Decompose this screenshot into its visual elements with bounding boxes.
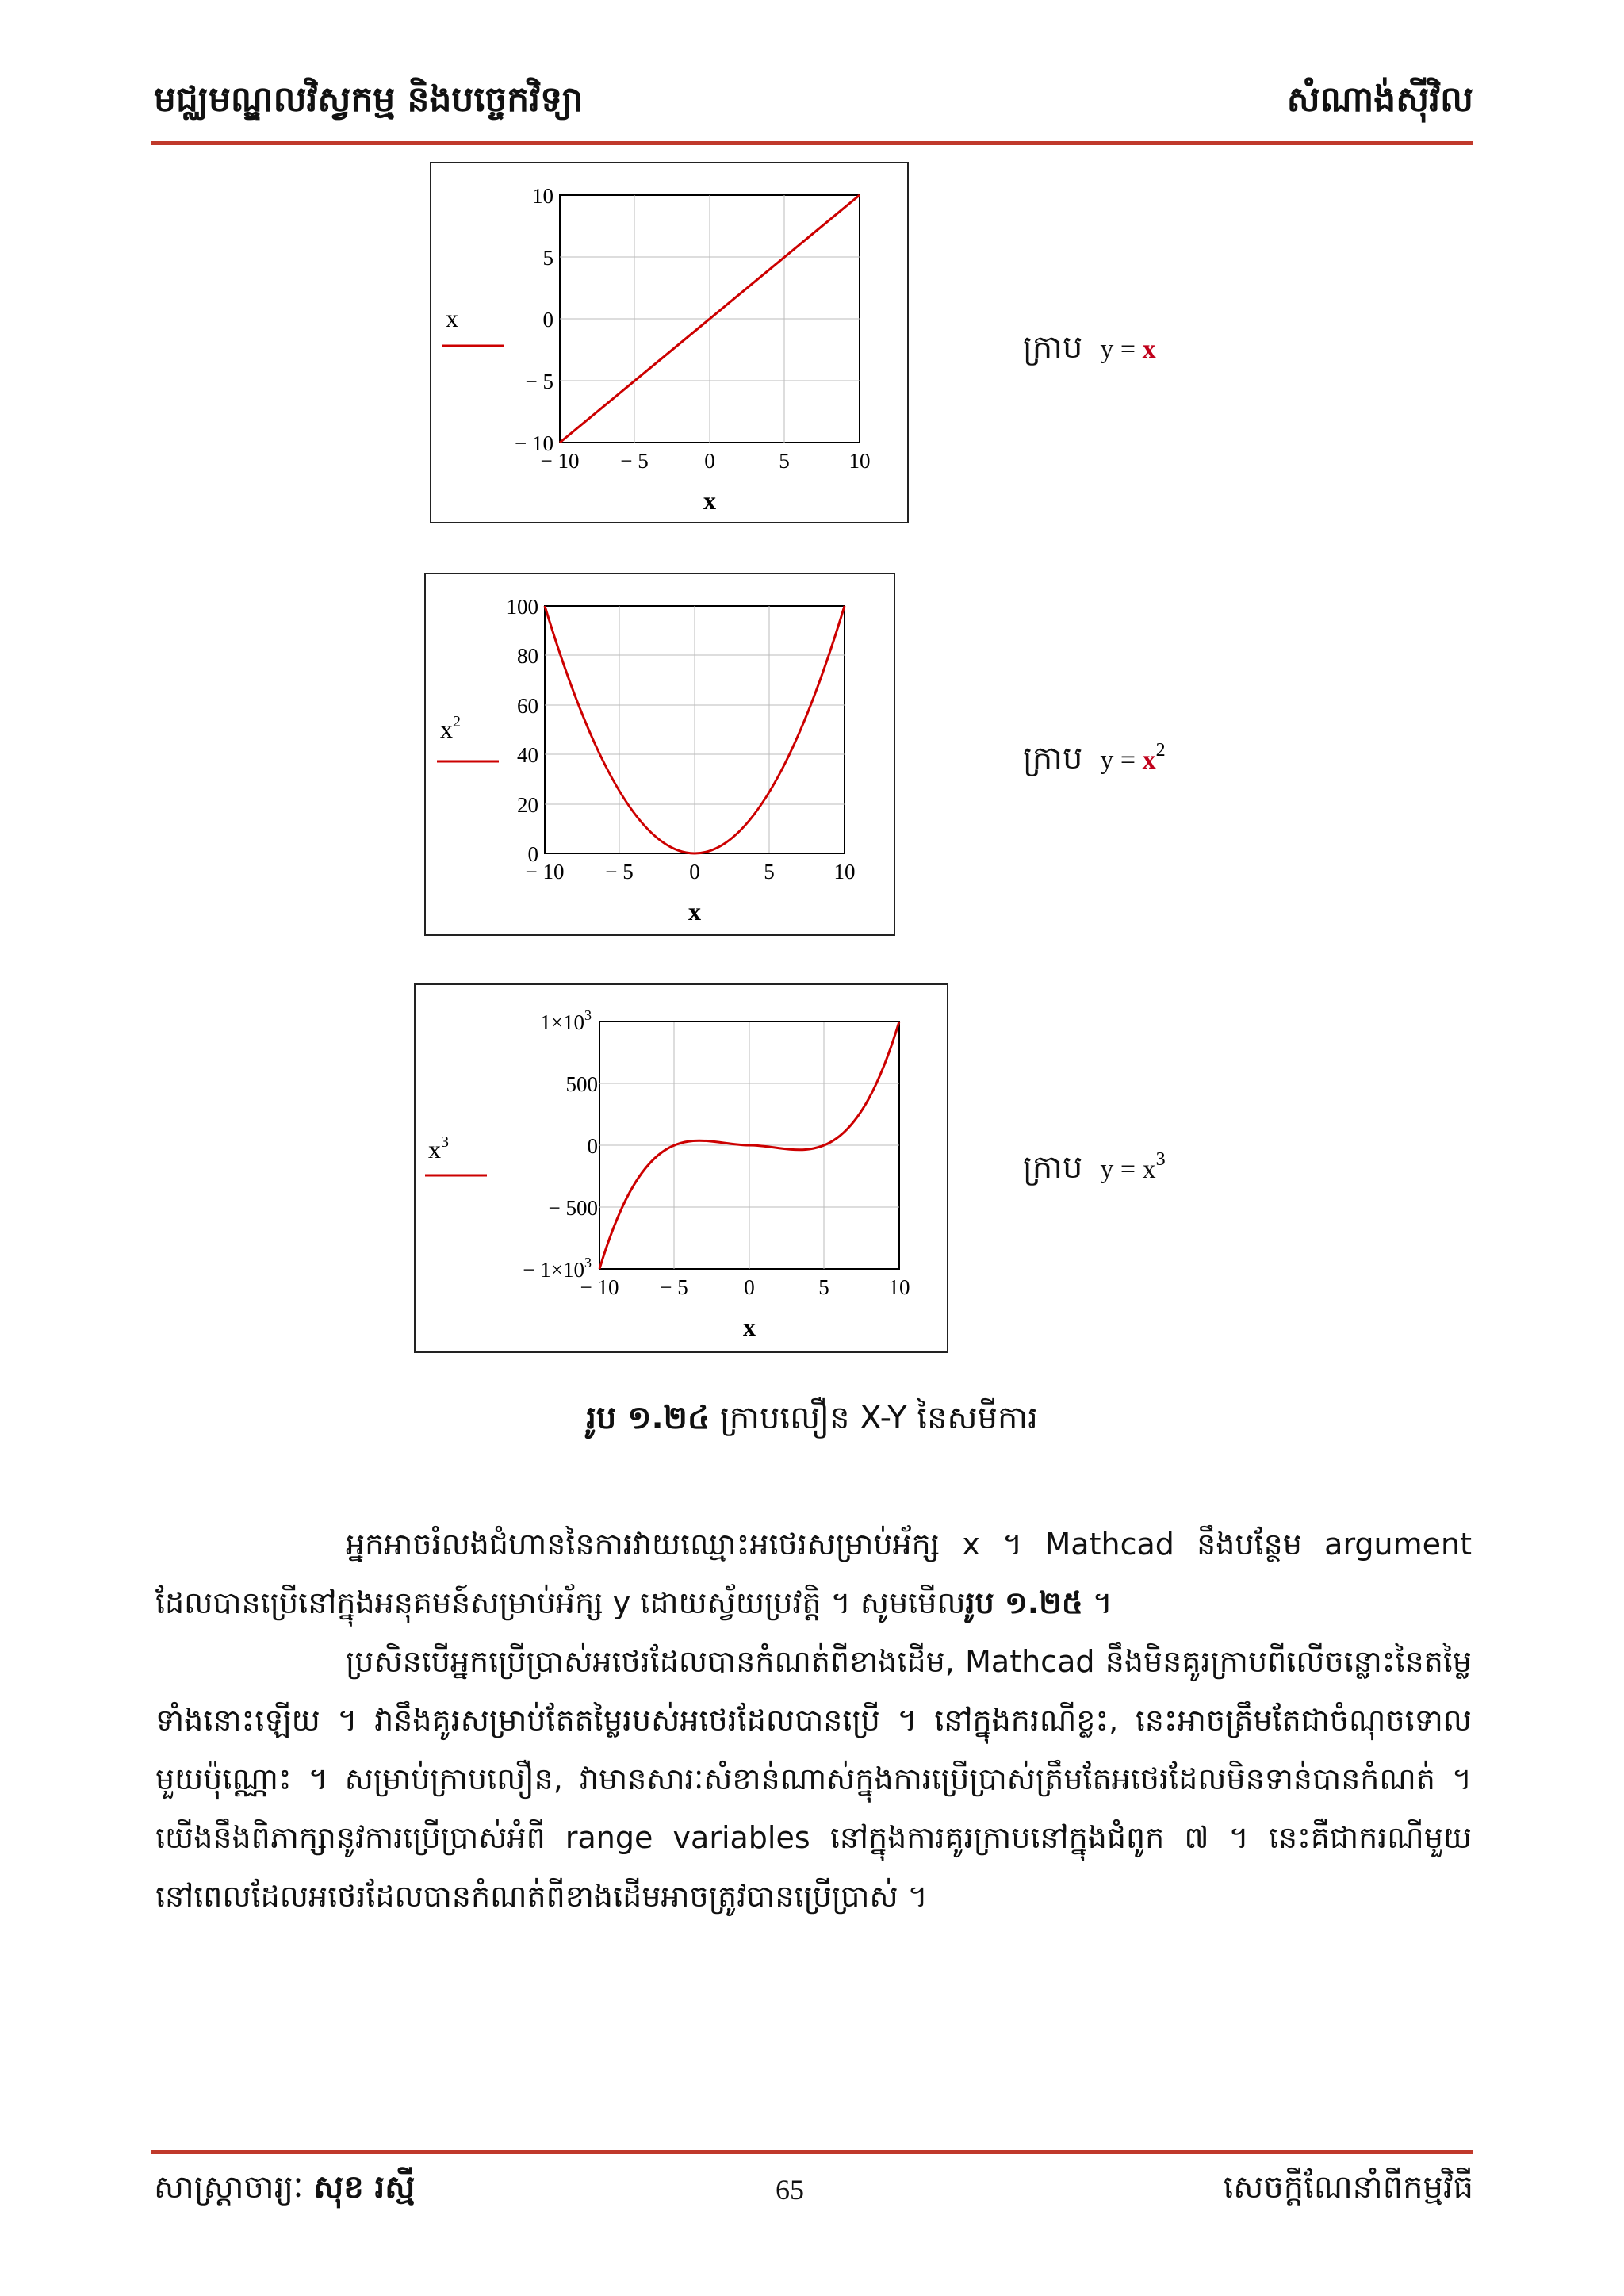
y-tick-label: 80 xyxy=(517,644,538,668)
x-axis-label: x xyxy=(688,897,701,926)
y-tick-label: 0 xyxy=(587,1134,598,1158)
y-tick-labels xyxy=(523,1007,598,1282)
y-tick-label: 0 xyxy=(527,842,538,866)
y-tick-label: 10 xyxy=(532,184,553,208)
x-tick-label: − 10 xyxy=(525,860,565,884)
y-tick-label: 5 xyxy=(542,246,553,270)
x-axis-label: x xyxy=(703,486,716,515)
graph-quadratic-frame xyxy=(424,573,895,936)
paragraph-1: អ្នកអាចរំលងជំហាននៃការវាយឈ្មោះអថេរសម្រាប់អ័ក្ស x ។ Mathcad នឹងបន្ថែម argument ដែលបានប្រើនៅក្នុងអនុគមន៍សម្រាប់អ័ក្ស y ដោយស្វ័យប្រវត្តិ ។ សូមមើលរូប ១.២៥ ។ xyxy=(155,1527,1472,1620)
footer-author: សាស្ត្រាចារ្យៈ សុខ រស្មី xyxy=(154,2169,416,2206)
graph-linear-caption: ក្រាប y = x xyxy=(1023,329,1156,366)
y-tick-label: 60 xyxy=(517,694,538,718)
y-tick-label: 0 xyxy=(542,308,553,332)
graph-cubic-frame xyxy=(414,983,948,1353)
legend-label: $x^3$ xyxy=(428,1133,449,1163)
figure-reference: រូប ១.២៥ xyxy=(965,1585,1083,1620)
y-tick-labels xyxy=(507,595,539,866)
x-axis-label: x xyxy=(743,1313,756,1341)
x-tick-label: − 10 xyxy=(540,449,580,473)
y-tick-label: 20 xyxy=(517,793,538,817)
y-tick-label: − $1\times 10^3$ xyxy=(523,1255,592,1282)
x-tick-label: 0 xyxy=(704,449,715,473)
x-tick-label: − 5 xyxy=(620,449,649,473)
header-divider xyxy=(151,141,1473,145)
footer-title: សេចក្តីណែនាំពីកម្មវិធី xyxy=(1223,2169,1473,2206)
paragraph-2: ប្រសិនបើអ្នកប្រើប្រាស់អថេរដែលបានកំណត់ពីខាងដើម, Mathcad នឹងមិនគូរក្រាបពីលើចន្លោះនៃតម្លៃទាំងនោះឡើយ ។ វានឹងគូរសម្រាប់តែតម្លៃរបស់អថេរដែលបានប្រើ ។ នៅក្នុងករណីខ្លះ, នេះអាចត្រឹមតែជាចំណុចទោលមួយប៉ុណ្ណោះ ។ សម្រាប់ក្រាបលឿន, វាមានសារៈសំខាន់ណាស់ក្នុងការប្រើប្រាស់ត្រឹមតែអថេរដែលមិនទាន់បានកំណត់ ។ យើងនឹងពិភាក្សានូវការប្រើប្រាស់អំពី range variables នៅក្នុងការគូរក្រាបនៅក្នុងជំពូក ៧ ។ នេះគឺជាករណីមួយ នៅពេលដែលអថេរដែលបានកំណត់ពីខាងដើមអាចត្រូវបានប្រើប្រាស់ ។ xyxy=(155,1644,1472,1914)
author-name: សុខ រស្មី xyxy=(313,2169,416,2206)
x-tick-label: − 5 xyxy=(660,1275,688,1299)
y-tick-label: 500 xyxy=(565,1072,598,1096)
header-title-right: សំណាង់ស៊ីវិល xyxy=(1286,79,1473,120)
x-tick-labels xyxy=(526,860,856,884)
y-tick-label: 40 xyxy=(517,743,538,767)
x-tick-label: 5 xyxy=(764,860,775,884)
x-tick-labels xyxy=(541,449,871,473)
figure-caption xyxy=(0,1397,1624,1444)
graph-quadratic xyxy=(426,574,894,934)
header-title-left: មជ្ឈមណ្ឌលវិស្វកម្ម និងបច្ចេកវិទ្យា xyxy=(154,79,584,120)
x-tick-label: 10 xyxy=(833,860,856,884)
x-tick-labels xyxy=(580,1275,910,1299)
x-tick-label: − 5 xyxy=(605,860,634,884)
graph-quadratic-caption: ក្រាប $y = x^2$ xyxy=(1023,739,1166,776)
graph-cubic xyxy=(416,985,947,1351)
y-tick-label: − 500 xyxy=(548,1196,598,1220)
y-tick-label: 100 xyxy=(506,595,538,619)
figure-caption-text: ក្រាបលឿន X-Y នៃសមីការ xyxy=(710,1400,1038,1436)
y-tick-label: − 5 xyxy=(525,370,553,393)
graph-linear xyxy=(431,163,907,522)
x-tick-label: 0 xyxy=(744,1275,755,1299)
x-tick-label: 5 xyxy=(818,1275,829,1299)
x-tick-label: 10 xyxy=(888,1275,910,1299)
legend-label: $x^2$ xyxy=(440,713,461,743)
y-tick-labels xyxy=(515,184,553,455)
page-number: 65 xyxy=(776,2174,804,2206)
x-tick-label: 5 xyxy=(779,449,790,473)
x-tick-label: − 10 xyxy=(580,1275,619,1299)
graph-cubic-caption: ក្រាប $y = x^3$ xyxy=(1023,1148,1166,1186)
y-tick-label: − 10 xyxy=(515,431,553,455)
graph-linear-frame xyxy=(430,162,909,523)
legend-label: x xyxy=(446,304,458,332)
footer-divider xyxy=(151,2150,1473,2154)
body-text xyxy=(155,1515,1472,1926)
figure-number: រូប ១.២៤ xyxy=(586,1400,710,1436)
y-tick-label: $1\times 10^3$ xyxy=(540,1007,592,1034)
x-tick-label: 0 xyxy=(689,860,700,884)
x-tick-label: 10 xyxy=(848,449,871,473)
